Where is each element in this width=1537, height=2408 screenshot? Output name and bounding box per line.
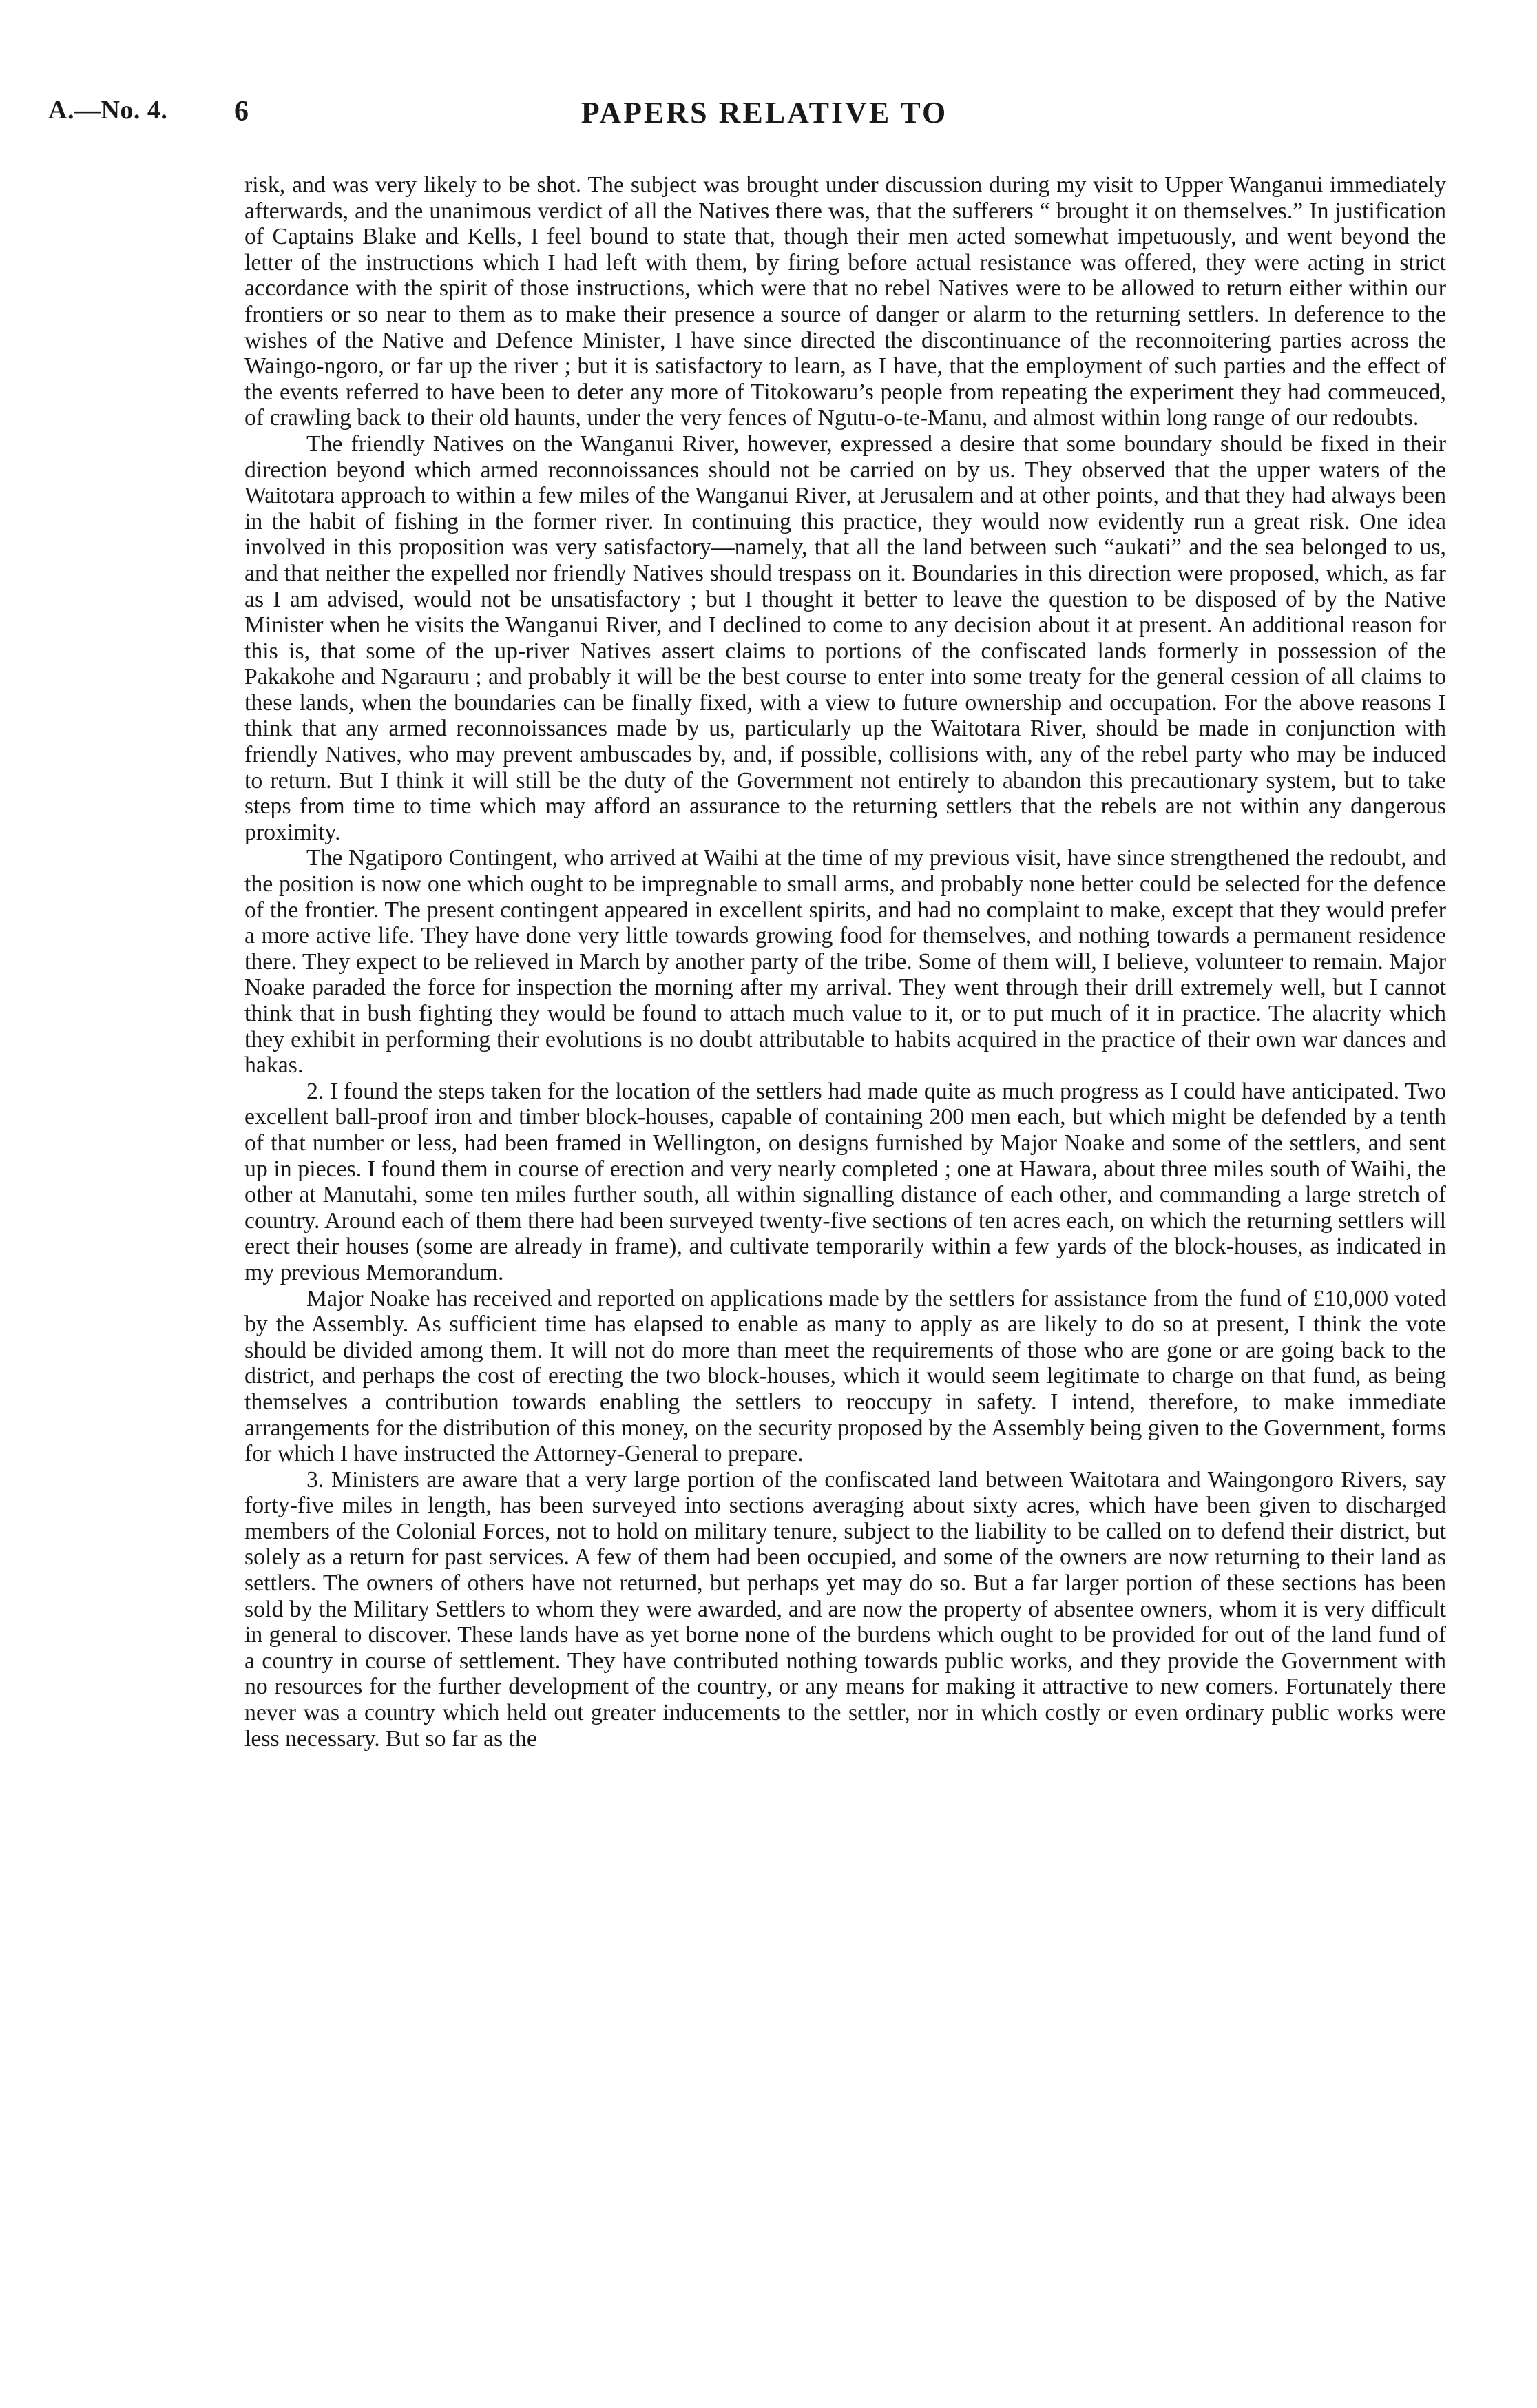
page-header [48, 95, 1439, 136]
paragraph-3: The Ngatiporo Contingent, who arrived at Waihi at the time of my previous visit, have since strengthened the redoubt, and the position is now one which ought to be impregnable to small arms, and probably none better could be selected for the defence of the frontier. The present contingent appeared in excellent spirits, and had no complaint to make, except that they would prefer a more active life. They have done very little towards growing food for themselves, and nothing towards a permanent residence there. They expect to be relieved in March by another party of the tribe. Some of them will, I believe, volunteer to remain. Major Noake paraded the force for inspection the morning after my arrival. They went through their drill extremely well, but I cannot think that in bush fighting they would be found to attach much value to it, or to put much of it in practice. The alacrity which they exhibit in performing their evolutions is no doubt attributable to habits acquired in the practice of their own war dances and hakas. [244, 845, 1446, 1079]
paragraph-1: risk, and was very likely to be shot. The subject was brought under discussion during my visit to Upper Wanganui immediately afterwards, and the unanimous verdict of all the Natives there was, that the sufferers “ brought it on themselves.” In justification of Captains Blake and Kells, I feel bound to state that, though their men acted somewhat impetuously, and went beyond the letter of the instructions which I had left with them, by firing before actual resistance was offered, they were acting in strict accordance with the spirit of those instructions, which were that no rebel Natives were to be allowed to return either within our frontiers or so near to them as to make their presence a source of danger or alarm to the returning settlers. In deference to the wishes of the Native and Defence Minister, I have since directed the discontinuance of the reconnoitering parties across the Waingo-ngoro, or far up the river ; but it is satisfactory to learn, as I have, that the employment of such parties and the effect of the events referred to have been to deter any more of Titokowaru’s people from repeating the experiment they had commeuced, of crawling back to their old haunts, under the very fences of Ngutu-o-te-Manu, and almost within long range of our redoubts. [244, 172, 1446, 431]
document-reference: A.—No. 4. [48, 96, 168, 125]
page-number: 6 [234, 96, 249, 127]
body-text [244, 172, 1446, 1752]
paragraph-4: 2. I found the steps taken for the location of the settlers had made quite as much progress as I could have anticipated. Two excellent ball-proof iron and timber block-houses, capable of containing 200 men each, but which might be defended by a tenth of that number or less, had been framed in Wellington, on designs furnished by Major Noake and some of the settlers, and sent up in pieces. I found them in course of erection and very nearly completed ; one at Hawara, about three miles south of Waihi, the other at Manutahi, some ten miles further south, all within signalling distance of each other, and commanding a large stretch of country. Around each of them there had been surveyed twenty-five sections of ten acres each, on which the returning settlers will erect their houses (some are already in frame), and cultivate temporarily within a few yards of the block-houses, as indicated in my previous Memorandum. [244, 1078, 1446, 1285]
paragraph-2: The friendly Natives on the Wanganui River, however, expressed a desire that some boundary should be fixed in their direction beyond which armed reconnoissances should not be carried on by us. They observed that the upper waters of the Waitotara approach to within a few miles of the Wanganui River, at Jerusalem and at other points, and that they had always been in the habit of fishing in the former river. In continuing this practice, they would now evidently run a great risk. One idea involved in this proposition was very satisfactory—namely, that all the land between such “aukati” and the sea belonged to us, and that neither the expelled nor friendly Natives should trespass on it. Boundaries in this direction were proposed, which, as far as I am advised, would not be unsatisfactory ; but I thought it better to leave the question to be disposed of by the Native Minister when he visits the Wanganui River, and I declined to come to any decision about it at present. An additional reason for this is, that some of the up-river Natives assert claims to portions of the confiscated lands formerly in possession of the Pakakohe and Ngarauru ; and probably it will be the best course to enter into some treaty for the general cession of all claims to these lands, when the boundaries can be finally fixed, with a view to future ownership and occupation. For the above reasons I think that any armed reconnoissances made by us, particularly up the Waitotara River, should be made in conjunction with friendly Natives, who may prevent ambuscades by, and, if possible, collisions with, any of the rebel party who may be induced to return. But I think it will still be the duty of the Government not entirely to abandon this precautionary system, but to take steps from time to time which may afford an assurance to the returning settlers that the rebels are not within any dangerous proximity. [244, 430, 1446, 845]
paragraph-5: Major Noake has received and reported on applications made by the settlers for assistance from the fund of £10,000 voted by the Assembly. As sufficient time has elapsed to enable as many to apply as are likely to do so at present, I think the vote should be divided among them. It will not do more than meet the requirements of those who are gone or are going back to the district, and perhaps the cost of erecting the two block-houses, which it would seem legitimate to charge on that fund, as being themselves a contribution towards enabling the settlers to reoccupy in safety. I intend, therefore, to make immediate arrangements for the distribution of this money, on the security proposed by the Assembly being given to the Government, forms for which I have instructed the Attorney-General to prepare. [244, 1285, 1446, 1467]
running-title: PAPERS RELATIVE TO [581, 96, 948, 129]
paragraph-6: 3. Ministers are aware that a very large portion of the confiscated land between Waitotara and Waingongoro Rivers, say forty-five miles in length, has been surveyed into sections averaging about sixty acres, which have been given to discharged members of the Colonial Forces, not to hold on military tenure, subject to the liability to be called on to defend their district, but solely as a return for past services. A few of them had been occupied, and some of the owners are now returning to their land as settlers. The owners of others have not returned, but perhaps yet may do so. But a far larger portion of these sections has been sold by the Military Settlers to whom they were awarded, and are now the property of absentee owners, whom it is very difficult in general to discover. These lands have as yet borne none of the burdens which ought to be provided for out of the land fund of a country in course of settlement. They have contributed nothing towards public works, and they provide the Government with no resources for the further development of the country, or any means for making it attractive to new comers. Fortunately there never was a country which held out greater inducements to the settler, nor in which costly or even ordinary public works were less necessary. But so far as the [244, 1466, 1446, 1752]
